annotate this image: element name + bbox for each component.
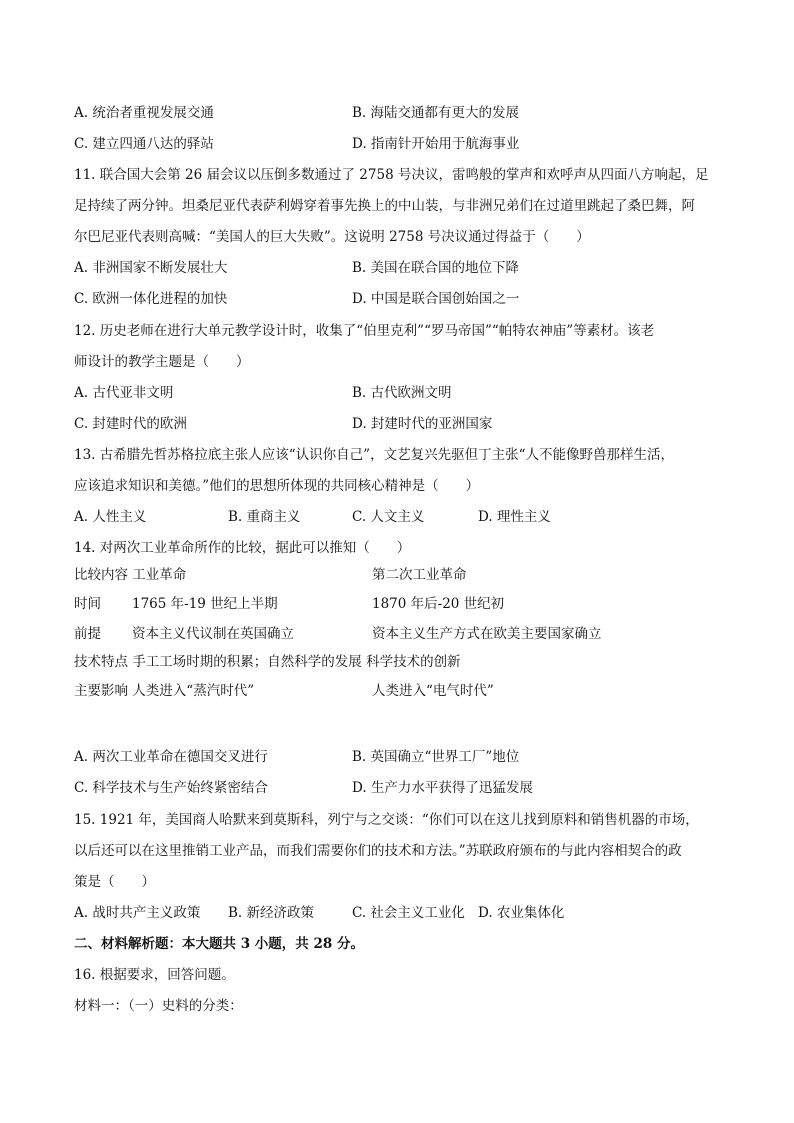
q14-stem: 14. 对两次工业革命所作的比较，据此可以推知（ ）: [74, 540, 411, 556]
q12-option-b: B. 古代欧洲文明: [352, 385, 452, 401]
q10-option-d: D. 指南针开始用于航海事业: [352, 136, 520, 152]
q15-option-b: B. 新经济政策: [228, 905, 315, 921]
q15-stem-line-2: 以后还可以在这里推销工业产品，而我们需要你们的技术和方法。”苏联政府颁布的与此内容相契合的政: [74, 843, 682, 859]
table-row-impact-second: 人类进入“电气时代”: [372, 683, 494, 699]
q12-stem-line-2: 师设计的教学主题是（ ）: [74, 354, 250, 370]
q12-option-d: D. 封建时代的亚洲国家: [352, 416, 493, 432]
q10-option-b: B. 海陆交通都有更大的发展: [352, 105, 520, 121]
table-row-premise-label: 前提: [74, 626, 101, 642]
q12-option-c: C. 封建时代的欧洲: [74, 416, 187, 432]
q11-stem-line-1: 11. 联合国大会第 26 届会议以压倒多数通过了 2758 号决议，雷鸣般的掌声和欢呼声从四面八方响起，足: [74, 167, 709, 183]
table-row-time-second: 1870 年后-20 世纪初: [372, 596, 505, 612]
q11-option-b: B. 美国在联合国的地位下降: [352, 260, 520, 276]
q16-material-1: 材料一：（一）史料的分类：: [74, 998, 243, 1014]
q12-stem-line-1: 12. 历史老师在进行大单元教学设计时，收集了“伯里克利”“罗马帝国”“帕特农神庙”等素材。该老: [74, 323, 655, 339]
table-header-left: 比较内容 工业革命: [74, 567, 187, 583]
section-2-heading: 二、材料解析题：本大题共 3 小题，共 28 分。: [74, 936, 364, 952]
q14-option-b: B. 英国确立“世界工厂”地位: [352, 749, 520, 765]
table-row-premise-first: 资本主义代议制在英国确立: [132, 626, 294, 642]
q11-stem-line-3: 尔巴尼亚代表则高喊：“美国人的巨大失败”。这说明 2758 号决议通过得益于（ ）: [74, 229, 590, 245]
q15-option-c: C. 社会主义工业化: [352, 905, 465, 921]
q11-option-a: A. 非洲国家不断发展壮大: [74, 260, 228, 276]
table-row-impact-first: 主要影响 人类进入“蒸汽时代”: [74, 683, 255, 699]
table-row-time-first: 1765 年-19 世纪上半期: [132, 596, 278, 612]
q13-option-b: B. 重商主义: [228, 509, 301, 525]
table-row-premise-second: 资本主义生产方式在欧美主要国家确立: [372, 626, 602, 642]
q13-option-d: D. 理性主义: [478, 509, 551, 525]
q13-stem-line-1: 13. 古希腊先哲苏格拉底主张人应该“认识你自己”，文艺复兴先驱但丁主张“人不能像野兽那样生活，: [74, 447, 674, 463]
q13-option-c: C. 人文主义: [352, 509, 425, 525]
q13-option-a: A. 人性主义: [74, 509, 147, 525]
q10-option-a: A. 统治者重视发展交通: [74, 105, 214, 121]
q14-option-a: A. 两次工业革命在德国交叉进行: [74, 749, 268, 765]
q11-stem-line-2: 足持续了两分钟。坦桑尼亚代表萨利姆穿着事先换上的中山装，与非洲兄弟们在过道里跳起了桑巴舞，阿: [74, 198, 695, 214]
q15-option-a: A. 战时共产主义政策: [74, 905, 201, 921]
q10-option-c: C. 建立四通八达的驿站: [74, 136, 214, 152]
q11-option-d: D. 中国是联合国创始国之一: [352, 291, 520, 307]
q15-option-d: D. 农业集体化: [478, 905, 565, 921]
q12-option-a: A. 古代亚非文明: [74, 385, 174, 401]
q16-stem: 16. 根据要求，回答问题。: [74, 967, 235, 983]
q15-stem-line-1: 15. 1921 年，美国商人哈默来到莫斯科，列宁与之交谈：“你们可以在这儿找到原料和销售机器的市场，: [74, 812, 699, 828]
table-row-time-label: 时间: [74, 596, 101, 612]
table-header-right: 第二次工业革命: [372, 567, 467, 583]
q15-stem-line-3: 策是（ ）: [74, 874, 155, 890]
q13-stem-line-2: 应该追求知识和美德。”他们的思想所体现的共同核心精神是（ ）: [74, 478, 480, 494]
q14-option-d: D. 生产力水平获得了迅猛发展: [352, 780, 533, 796]
q14-option-c: C. 科学技术与生产始终紧密结合: [74, 780, 268, 796]
table-row-tech: 技术特点 手工工场时期的积累；自然科学的发展 科学技术的创新: [74, 654, 461, 670]
q11-option-c: C. 欧洲一体化进程的加快: [74, 291, 228, 307]
